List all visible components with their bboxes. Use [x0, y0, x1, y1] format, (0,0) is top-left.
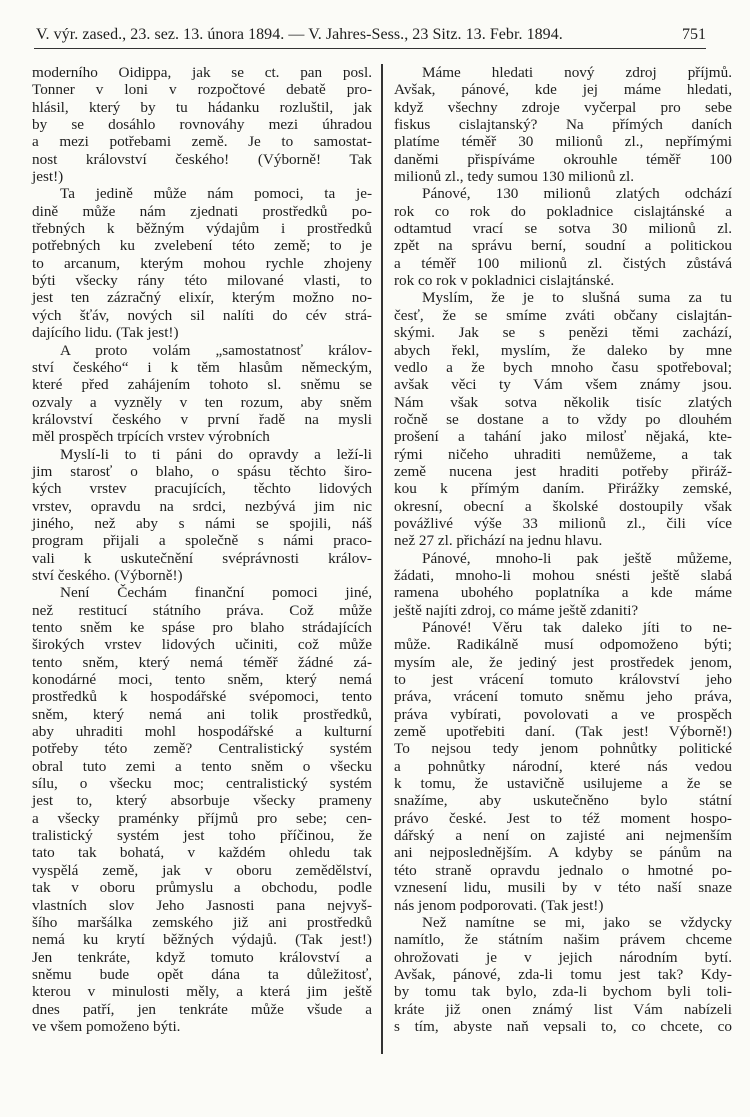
- text-line: potřeby této země? Centralistický systém: [32, 740, 372, 758]
- text-line: tento sněm, který nemá téměř žádné zá-: [32, 653, 372, 671]
- text-line: povážlivé výše 33 milionů zl., čili více: [394, 514, 732, 532]
- text-line: s tím, abyste naň vepsali to, co chcete, co: [394, 1017, 732, 1035]
- column-divider: [381, 64, 383, 1054]
- text-line: vali k uskutečnění svéprávnosti králov-: [32, 549, 372, 567]
- text-line: a téměř 100 milionů zl. čistých zůstává: [394, 254, 732, 272]
- text-line: Nám však sotva několik tisíc zlatých: [394, 393, 732, 411]
- text-line: a pohnůtky národní, které nás vedou: [394, 757, 732, 775]
- text-line: moderního Oidippa, jak se ct. pan posl.: [32, 64, 372, 81]
- text-line: vznesení lidu, musili by v této naší snaze: [394, 879, 732, 897]
- paragraph: [394, 914, 732, 1035]
- text-line: ství českého. (Výborně!): [32, 566, 183, 584]
- text-line: Než namítne se mi, jako se vždycky: [422, 913, 732, 931]
- text-line: tato tak bohatá, v každém ohledu tak: [32, 844, 372, 862]
- text-line: Máme hledati nový zdroj příjmů.: [422, 64, 732, 81]
- text-line: které před zahájením tohoto sl. sněmu se: [32, 376, 372, 394]
- text-line: mysím ale, že jediný jest prostředek jenom,: [394, 653, 732, 671]
- text-line: fiskus cislajtanský? Na přímých daních: [394, 116, 732, 134]
- text-line: země nucena jest hraditi potřeby přiráž-: [394, 462, 732, 480]
- text-line: tento sněm ke spáse pro blaho strádajících: [32, 619, 372, 636]
- text-line: ve všem pomoženo býti.: [32, 1017, 181, 1035]
- text-line: dářský a není on zajisté ani nejmenším: [394, 827, 732, 845]
- text-line: sněm, který nemá ani tolik prostředků,: [32, 705, 372, 723]
- paragraph: [32, 64, 372, 185]
- text-line: konodárné moci, tento sněm, který nemá: [32, 671, 372, 689]
- text-line: sílu, o všecku moc; centralistický systém: [32, 775, 372, 793]
- text-line: jiného, než aby s námi se spojili, náš: [32, 514, 372, 532]
- text-line: Jen tenkráte, když tomuto království a: [32, 948, 372, 966]
- text-line: země upotřebiti daní. (Tak jest! Výborně!): [394, 723, 732, 741]
- text-line: by se dosáhlo rovnováhy mezi úhradou: [32, 116, 372, 134]
- text-line: jest to, který absorbuje všecky prameny: [32, 792, 372, 810]
- text-line: ramena ubohého poplatníka a kde máme: [394, 584, 732, 602]
- text-line: rými ničeho uhraditi nemůžeme, a tak: [394, 445, 732, 463]
- text-line: platíme téměř 30 milionů zl., nepřímými: [394, 133, 732, 151]
- text-line: namítlo, že státním našim právem chceme: [394, 931, 732, 949]
- text-line: vrstev, opravdu na srdci, nezbývá jim nic: [32, 497, 372, 515]
- text-line: Pánové, mnoho-li pak ještě můžeme,: [422, 549, 732, 567]
- text-line: by tomu tak bylo, zda-li bychom byli toli-: [394, 983, 732, 1001]
- text-line: Tonner v loni v rozpočtové debatě pro-: [32, 81, 372, 99]
- text-line: ani nejposlednějším. A kdyby se pánům na: [394, 844, 732, 862]
- text-line: Není Čechám finanční pomoci jiné,: [60, 584, 372, 602]
- text-line: jest!): [32, 168, 64, 186]
- text-line: Avšak, pánové, zda-li tomu jest tak? Kdy-: [394, 965, 732, 983]
- text-line: abych řekl, myslím, že daleko by mne: [394, 341, 732, 359]
- text-line: sněmu bude opět dána ta důležitosť,: [32, 965, 372, 983]
- text-line: rok co rok v pokladnici cislajtánské.: [394, 272, 615, 290]
- paragraph: [32, 185, 372, 341]
- text-line: česť, že se smíme zváti občany cislajtán-: [394, 306, 732, 324]
- text-line: právo české. Jest to též moment hospo-: [394, 809, 732, 827]
- text-line: odtamtud vrací se sotva 30 milionů zl.: [394, 220, 732, 238]
- text-line: ročně se dostane a to vždy po dlouhém: [394, 410, 732, 428]
- text-line: skými. Jak se s penězi těmi zachází,: [394, 324, 732, 342]
- text-line: širokých vrstev lidových učiniti, což může: [32, 636, 372, 654]
- text-line: kých vrstev pracujících, těchto lidových: [32, 480, 372, 498]
- text-line: jest ten zázračný elixír, kterým možno no-: [32, 289, 372, 307]
- header-title: V. výr. zased., 23. sez. 13. února 1894. — V. Jahres-Sess., 23 Sitz. 13. Febr. 1894.: [36, 26, 563, 43]
- text-line: potřebných ku zvelebení této země; to je: [32, 237, 372, 255]
- text-line: vlastních slov Jeho Jasnosti pana nejvyš-: [32, 896, 372, 914]
- text-line: může. Radikálně musí odpomoženo býti;: [394, 636, 732, 654]
- paragraph: [394, 64, 732, 185]
- text-line: k tomu, že ustavičně usilujeme a že se: [394, 775, 732, 793]
- paragraph: [32, 584, 372, 1035]
- paragraph: [394, 619, 732, 914]
- text-line: práva vybírati, povolovati a ve prospěch: [394, 705, 732, 723]
- text-line: aby uhraditi mohl hospodářské a kulturní: [32, 723, 372, 741]
- text-line: dině může nám zjednati prostředků po-: [32, 202, 372, 220]
- text-line: milionů zl., tedy sumou 130 milionů zl.: [394, 168, 635, 186]
- text-line: snažíme, aby uskutečněno bylo státní: [394, 792, 732, 810]
- text-line: Pánové, 130 milionů zlatých odchází: [422, 185, 732, 203]
- text-line: než restitucí státního práva. Což může: [32, 601, 372, 619]
- text-line: jim starosť o blaho, o spásu těchto širo-: [32, 462, 372, 480]
- text-line: nás jenom podporovati. (Tak jest!): [394, 896, 604, 914]
- text-line: Pánové! Věru tak daleko jíti to ne-: [422, 619, 732, 636]
- text-line: ohrožovati je v jejich národním bytí.: [394, 948, 732, 966]
- text-line: vyspělá země, jak v oboru zemědělství,: [32, 861, 372, 879]
- text-line: měl prospěch trpících vrstev výrobních: [32, 428, 270, 446]
- text-line: kterou v minulosti měly, a která jim ještě: [32, 983, 372, 1001]
- text-line: třebných k běžným výdajům i prostředků: [32, 220, 372, 238]
- left-column: [32, 64, 372, 1035]
- text-line: vých šťáv, nových sil nalíti do cév strá-: [32, 306, 372, 324]
- paragraph: [32, 342, 372, 446]
- text-line: ještě najíti zdroj, co máme ještě zdaniti?: [394, 601, 639, 619]
- text-line: ství českého“ i k těm hlasům německým,: [32, 358, 372, 376]
- text-line: dajícího lidu. (Tak jest!): [32, 324, 179, 342]
- text-line: okresní, obecní a školské dostoupily však: [394, 497, 732, 515]
- text-line: když všechny zdroje vyčerpal pro sebe: [394, 98, 732, 116]
- text-line: A proto volám „samostatnosť králov-: [60, 341, 372, 359]
- text-line: Avšak, pánové, kde jej máme hledati,: [394, 81, 732, 99]
- text-line: To nejsou tedy jenom pohnůtky politické: [394, 740, 732, 758]
- text-line: prostředků k hospodářské svépomoci, tento: [32, 688, 372, 706]
- text-line: daněmi přispíváme okrouhle téměř 100: [394, 150, 732, 168]
- text-line: tak v oboru průmyslu a obchodu, podle: [32, 879, 372, 897]
- text-line: kráte již onen známý list Vám nabízeli: [394, 1000, 732, 1018]
- text-line: šího maršálka zemského již ani prostředků: [32, 913, 372, 931]
- page-number: 751: [682, 26, 706, 43]
- text-line: než 27 zl. přichází na jednu hlavu.: [394, 532, 603, 550]
- text-line: rok co rok do pokladnice cislajtánské a: [394, 202, 732, 220]
- paragraph: [394, 550, 732, 619]
- running-header: [34, 24, 706, 49]
- text-line: království českého v první řadě na mysli: [32, 410, 372, 428]
- text-line: nost království českého! (Výborně! Tak: [32, 150, 372, 168]
- text-line: býti všecky rány této milované vlasti, to: [32, 272, 372, 290]
- paragraph: [394, 289, 732, 549]
- paragraph: [394, 185, 732, 289]
- text-line: to jest vrácení tomuto království jeho: [394, 671, 732, 689]
- text-line: nemá ku krytí běžných výdajů. (Tak jest!): [32, 931, 372, 949]
- text-line: této straně opravdu jednalo o hmotné po-: [394, 861, 732, 879]
- text-line: žádati, mnoho-li mohou snésti ještě slabá: [394, 566, 732, 584]
- text-line: ozvaly a vyzněly v ten rozum, aby sněm: [32, 393, 372, 411]
- text-line: Myslí-li to ti páni do opravdy a leží-li: [60, 445, 372, 463]
- text-line: a mezi potřebami země. Je to samostat-: [32, 133, 372, 151]
- text-line: to arcanum, kterým mohou rychle zhojeny: [32, 254, 372, 272]
- text-line: Myslím, že je to slušná suma za tu: [422, 289, 732, 307]
- text-line: práva, vrácení tomuto sněmu jeho práva,: [394, 688, 732, 706]
- text-line: dnes patří, jen tenkráte může všude a: [32, 1000, 372, 1018]
- paragraph: [32, 446, 372, 585]
- text-line: avšak věci ty Vám všem známy jsou.: [394, 376, 732, 394]
- text-line: hlásil, který by tu hádanku rozluštil, jak: [32, 98, 372, 116]
- text-line: vedlo a že bych mnoho času spotřeboval;: [394, 358, 732, 376]
- text-line: zpět na správu berní, soudní a politickou: [394, 237, 732, 255]
- right-column: [394, 64, 732, 1035]
- text-line: prošení a tahání jako milosť nějaká, kte-: [394, 428, 732, 446]
- text-line: Ta jedině může nám pomoci, ta je-: [60, 185, 372, 203]
- text-line: a všecky praménky příjmů pro sebe; cen-: [32, 809, 372, 827]
- text-line: program přijali a společně s námi praco-: [32, 532, 372, 550]
- text-line: kou k přímým daním. Přirážky zemské,: [394, 480, 732, 498]
- text-line: tralistický systém jest toho příčinou, že: [32, 827, 372, 845]
- text-line: obral tuto zemi a tento sněm o všecku: [32, 757, 372, 775]
